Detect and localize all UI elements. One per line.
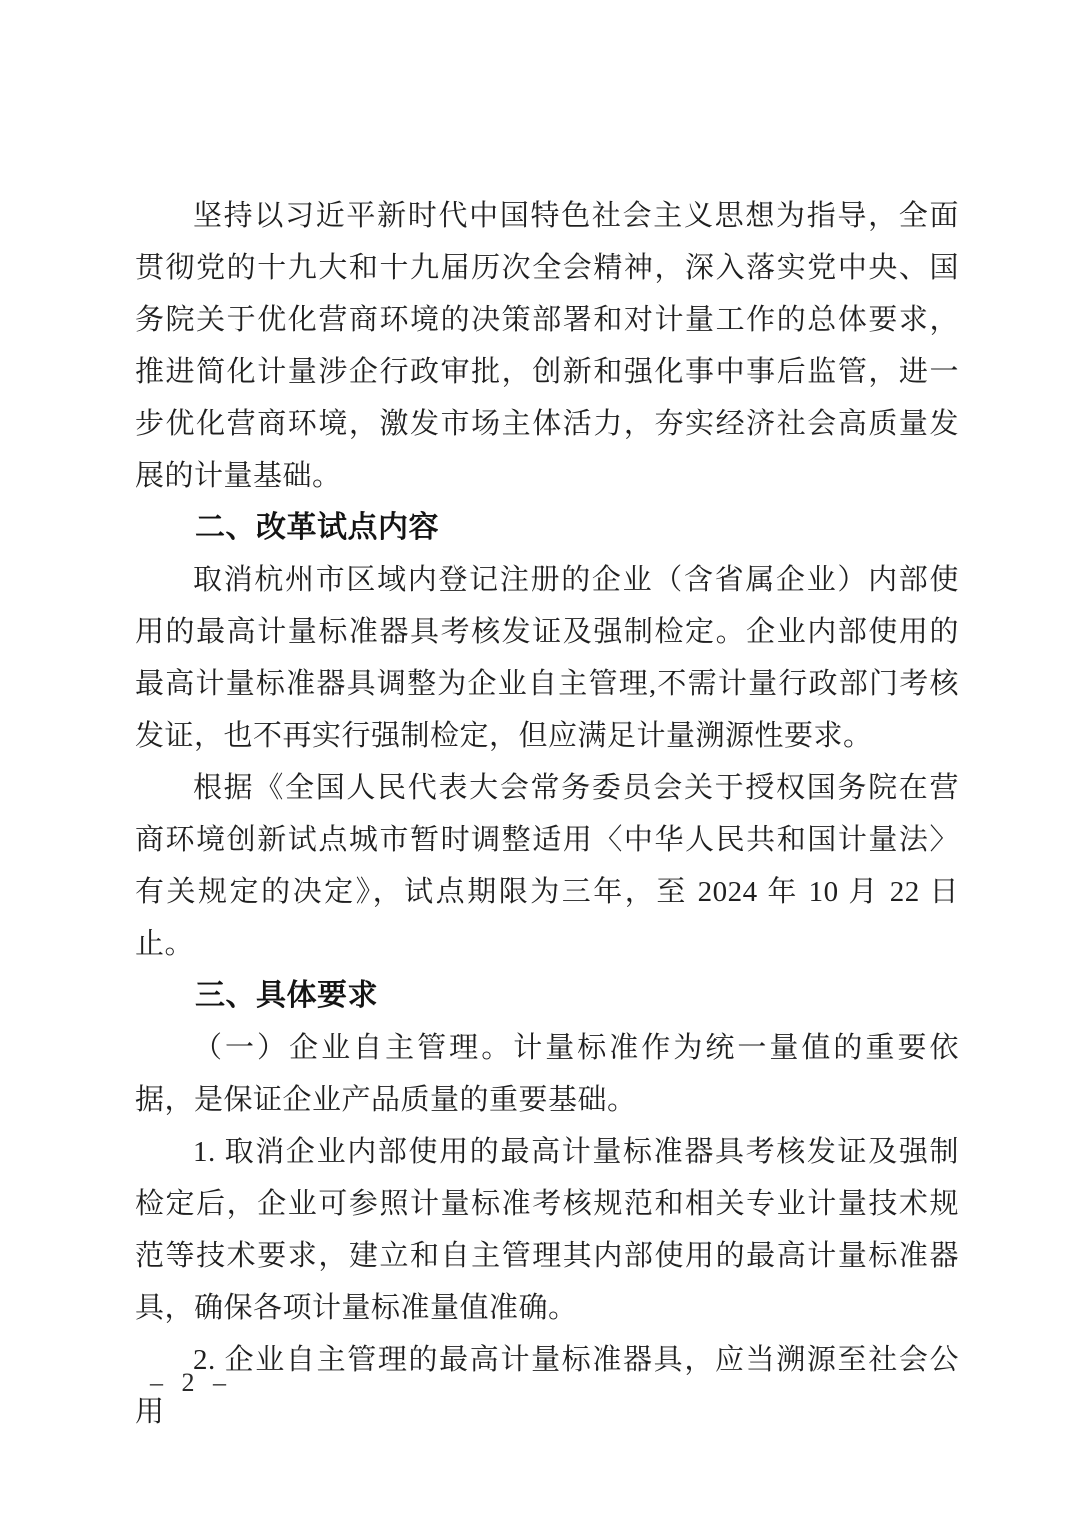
body-paragraph: （一）企业自主管理。计量标准作为统一量值的重要依据，是保证企业产品质量的重要基础。 — [135, 1032, 959, 1116]
body-paragraph: 根据《全国人民代表大会常务委员会关于授权国务院在营商环境创新试点城市暂时调整适用〈中华人民共和国计量法〉有关规定的决定》，试点期限为三年，至 2024 年 10 月 22 日止。 — [135, 772, 959, 960]
document-body — [135, 190, 959, 1438]
body-paragraph: 坚持以习近平新时代中国特色社会主义思想为指导，全面贯彻党的十九大和十九届历次全会精神，深入落实党中央、国务院关于优化营商环境的决策部署和对计量工作的总体要求，推进简化计量涉企行政审批，创新和强化事中事后监管，进一步优化营商环境，激发市场主体活力，夯实经济社会高质量发展的计量基础。 — [135, 200, 959, 492]
body-paragraph: 2. 企业自主管理的最高计量标准器具，应当溯源至社会公用 — [135, 1344, 959, 1428]
body-paragraph: 取消杭州市区域内登记注册的企业（含省属企业）内部使用的最高计量标准器具考核发证及强制检定。企业内部使用的最高计量标准器具调整为企业自主管理,不需计量行政部门考核发证，也不再实行强制检定，但应满足计量溯源性要求。 — [135, 564, 959, 752]
section-heading: 三、具体要求 — [195, 979, 378, 1012]
section-heading: 二、改革试点内容 — [195, 511, 439, 544]
body-paragraph: 1. 取消企业内部使用的最高计量标准器具考核发证及强制检定后，企业可参照计量标准考核规范和相关专业计量技术规范等技术要求，建立和自主管理其内部使用的最高计量标准器具，确保各项计量标准量值准确。 — [135, 1136, 959, 1324]
page-number: – 2 – — [150, 1368, 232, 1397]
